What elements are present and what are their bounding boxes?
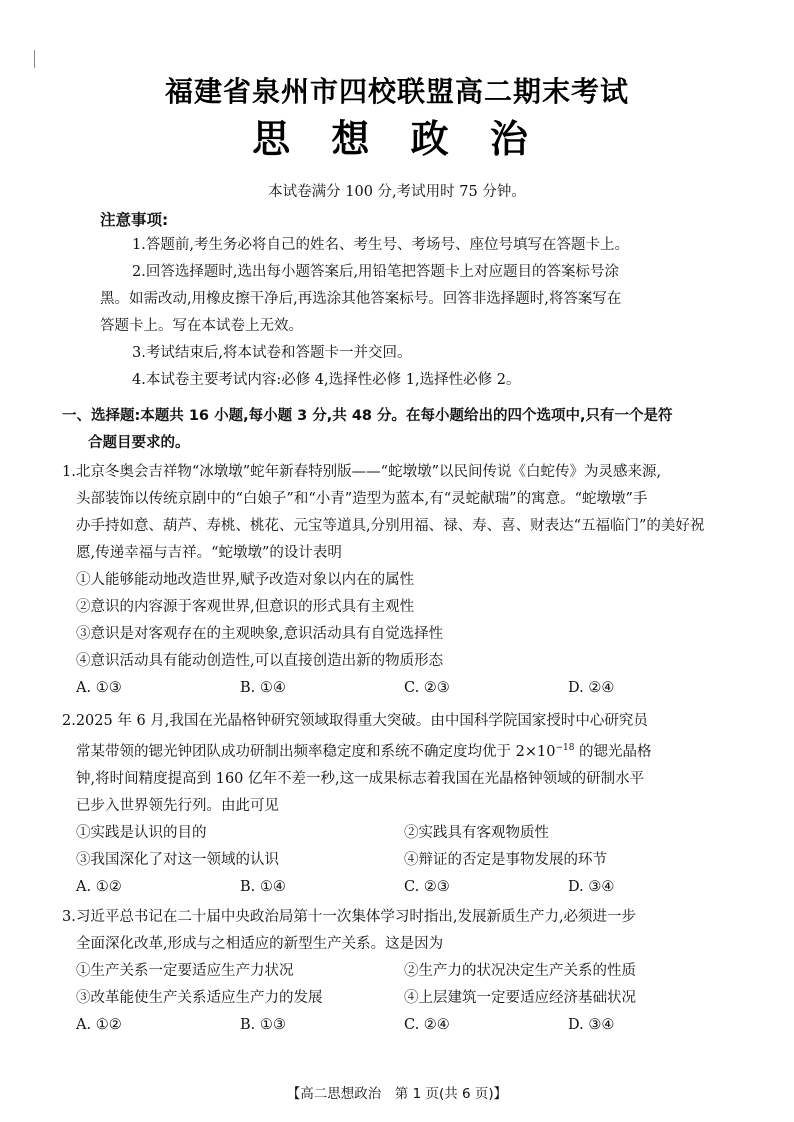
notice-list [100,232,710,394]
q1-stem-line-3: 办手持如意、葫芦、寿桃、桃花、元宝等道具,分别用福、禄、寿、喜、财表达“五福临门”的美好祝 [76,518,705,534]
notice-heading: 注意事项: [100,211,169,229]
page-footer: 【高二思想政治 第 1 页(共 6 页)】 [286,1086,508,1102]
notice-item-1: 1.答题前,考生务必将自己的姓名、考生号、考场号、座位号填写在答题卡上。 [132,237,629,253]
q2-statements-row-2 [62,847,732,874]
q2-stem-line-2 [62,735,732,766]
notice-item-2-line-3: 答题卡上。写在本试卷上无效。 [100,318,303,334]
q2-stem-line-1: 2.2025 年 6 月,我国在光晶格钟研究领域取得重大突破。由中国科学院国家授时中心研究员 [62,713,648,729]
q3-stem-line-1: 3.习近平总书记在二十届中央政治局第十一次集体学习时指出,发展新质生产力,必须进一步 [62,909,637,925]
q2-choice-b[interactable]: B. ①④ [240,878,286,895]
q1-choice-c[interactable]: C. ②③ [404,680,450,696]
q1-statement-1: ①人能够能动地改造世界,赋予改造对象以内在的属性 [76,572,415,588]
exam-title: 福建省泉州市四校联盟高二期末考试 [164,75,629,108]
q3-stem-line-2: 全面深化改革,形成与之相适应的新型生产关系。这是因为 [76,936,444,952]
q2-stem-line-2-tail: 的锶光晶格 [574,743,652,760]
q1-choice-a[interactable]: A. ①③ [76,680,122,696]
q3-statements-row-1 [62,958,732,985]
q3-statement-2: ②生产力的状况决定生产关系的性质 [404,963,636,979]
section-heading [62,403,732,457]
q3-statement-1: ①生产关系一定要适应生产力状况 [76,963,294,979]
q1-statement-4: ④意识活动具有能动创造性,可以直接创造出新的物质形态 [76,653,444,669]
q2-statement-2: ②实践具有客观物质性 [404,824,549,841]
q3-choice-a[interactable]: A. ①② [76,1017,122,1033]
notice-item-4: 4.本试卷主要考试内容:必修 4,选择性必修 1,选择性必修 2。 [132,372,521,388]
q1-statement-3: ③意识是对客观存在的主观映象,意识活动具有自觉选择性 [76,626,444,642]
subject-title: 思 想 政 治 [252,117,542,161]
q3-statements-row-2 [62,985,732,1012]
q3-choice-c[interactable]: C. ②④ [404,1017,450,1033]
section-line-1: 一、选择题:本题共 16 小题,每小题 3 分,共 48 分。在每小题给出的四个选项中,只有一个是符 [62,408,673,424]
q1-choice-b[interactable]: B. ①④ [240,680,286,696]
q3-choice-d[interactable]: D. ③④ [568,1017,615,1033]
q1-statement-2: ②意识的内容源于客观世界,但意识的形式具有主观性 [76,599,415,615]
question-1 [62,459,732,702]
q1-stem-line-1: 1.北京冬奥会吉祥物“冰墩墩”蛇年新春特别版——“蛇墩墩”以民间传说《白蛇传》为灵感来源, [62,464,662,480]
q2-choice-d[interactable]: D. ③④ [568,878,615,895]
notice-item-2-line-1: 2.回答选择题时,选出每小题答案后,用铅笔把答题卡上对应题目的答案标号涂 [132,264,620,280]
q2-statement-4: ④辩证的否定是事物发展的环节 [404,851,607,868]
question-2 [62,708,732,901]
q2-stem-line-4: 已步入世界领先行列。由此可见 [76,797,279,814]
notice-item-3: 3.考试结束后,将本试卷和答题卡一并交回。 [132,345,412,361]
q2-choices [62,874,732,901]
q3-statement-4: ④上层建筑一定要适应经济基础状况 [404,990,636,1006]
q3-choice-b[interactable]: B. ①③ [240,1017,286,1033]
q2-exponent: −18 [555,743,575,753]
q2-statement-3: ③我国深化了对这一领域的认识 [76,851,279,868]
q1-stem-line-4: 愿,传递幸福与吉祥。“蛇墩墩”的设计表明 [76,545,342,561]
q2-stem-line-3: 钟,将时间精度提高到 160 亿年不差一秒,这一成果标志着我国在光晶格钟领域的研制水平 [76,770,645,787]
q2-choice-c[interactable]: C. ②③ [404,878,450,895]
q2-choice-a[interactable]: A. ①② [76,878,122,895]
question-3 [62,904,732,1039]
q2-statements-row-1 [62,820,732,847]
q1-choice-d[interactable]: D. ②④ [568,680,615,696]
exam-info: 本试卷满分 100 分,考试用时 75 分钟。 [268,184,526,200]
section-line-2: 合题目要求的。 [88,435,190,451]
notice-item-2-line-2: 黑。如需改动,用橡皮擦干净后,再选涂其他答案标号。回答非选择题时,将答案写在 [100,291,622,307]
scan-mark [34,50,35,68]
q3-statement-3: ③改革能使生产关系适应生产力的发展 [76,990,323,1006]
q1-choices [62,675,732,702]
q3-choices [62,1012,732,1039]
q1-stem-line-2: 头部装饰以传统京剧中的“白娘子”和“小青”造型为蓝本,有“灵蛇献瑞”的寓意。“蛇墩墩”手 [76,491,648,507]
q2-stem-line-2-text: 常某带领的锶光钟团队成功研制出频率稳定度和系统不确定度均优于 2×10 [76,743,556,760]
q2-statement-1: ①实践是认识的目的 [76,824,207,841]
